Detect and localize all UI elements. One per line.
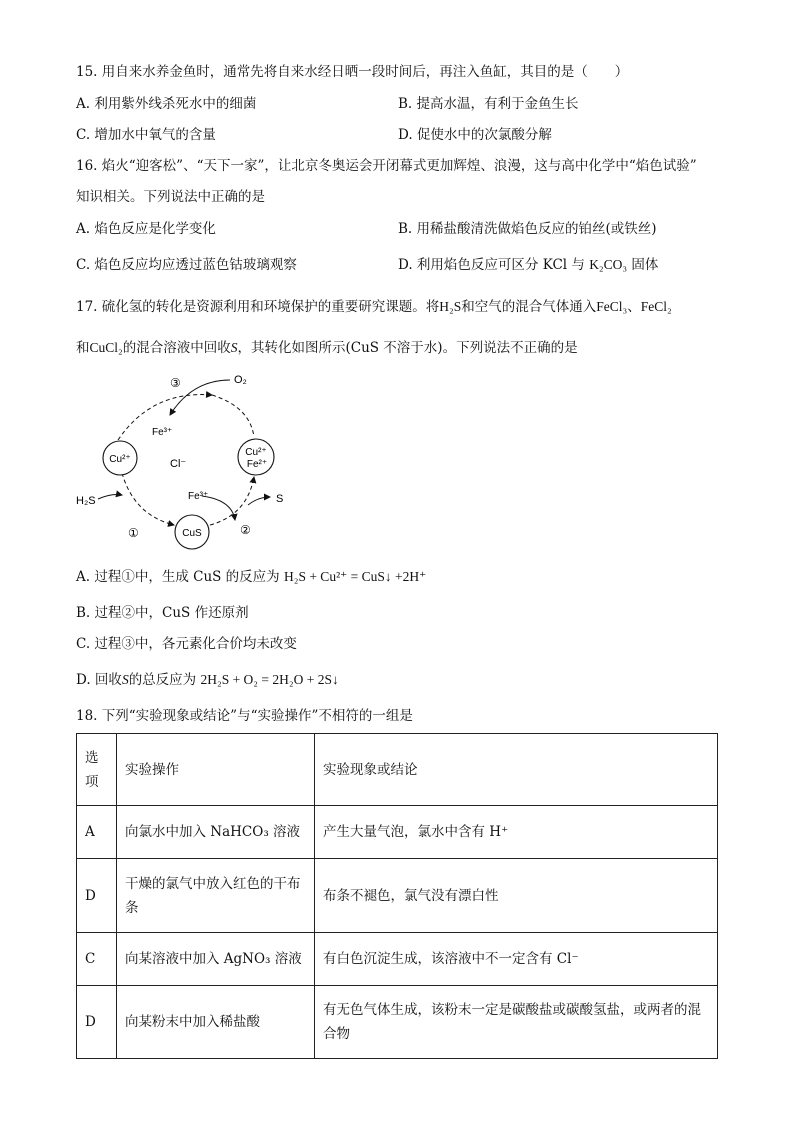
s-out-label: S <box>276 493 284 505</box>
table-header-row <box>77 734 718 806</box>
q17-option-a-equation: H₂S + Cu²⁺ = CuS↓ +2H⁺ <box>283 569 427 584</box>
q17-option-d-text: D. 回收 <box>76 672 122 688</box>
q18-table <box>76 733 718 1059</box>
q15-option-c[interactable]: C. 增加水中氧气的含量 <box>76 127 216 143</box>
table-row <box>77 859 718 933</box>
cucl2-formula: CuCl₂ <box>89 340 123 355</box>
q17-option-d[interactable] <box>76 670 339 690</box>
q17-stem-e: ，其转化如图所示(CuS 不溶于水)。下列说法不正确的是 <box>237 340 578 356</box>
q15-option-b[interactable]: B. 提高水温，有利于金鱼生长 <box>398 96 579 112</box>
k2co3-formula: K₂CO₃ <box>589 257 628 272</box>
row-result: 有无色气体生成，该粉末一定是碳酸盐或碳酸氢盐，或两者的混合物 <box>315 986 718 1059</box>
q17-option-d-var: S <box>121 672 129 687</box>
q17-option-d-mid: 的总反应为 <box>128 672 197 688</box>
h2s-in-arrow <box>98 495 122 500</box>
row-operation: 向某溶液中加入 AgNO₃ 溶液 <box>117 933 315 986</box>
q18-stem: 18. 下列“实验现象或结论”与“实验操作”不相符的一组是 <box>76 708 413 724</box>
q17-stem-line2 <box>76 338 578 358</box>
q16-option-d-tail: 固体 <box>631 257 659 273</box>
row-operation: 向氯水中加入 NaHCO₃ 溶液 <box>117 806 315 859</box>
q15-option-d[interactable]: D. 促使水中的次氯酸分解 <box>398 127 552 143</box>
h2s-formula: H₂S <box>439 299 462 314</box>
cl-label: Cl⁻ <box>170 458 187 470</box>
row-operation: 干燥的氯气中放入红色的干布条 <box>117 859 315 933</box>
table-row <box>77 986 718 1059</box>
q15-option-a[interactable]: A. 利用紫外线杀死水中的细菌 <box>76 96 257 112</box>
q17-stem-d: 的混合溶液中回收 <box>122 340 231 356</box>
q16-option-d-text: D. 利用焰色反应可区分 KCl 与 <box>398 257 585 273</box>
q15-stem: 15. 用自来水养金鱼时，通常先将自来水经日晒一段时间后，再注入鱼缸，其目的是（ ） <box>76 64 629 80</box>
q17-option-c[interactable]: C. 过程③中，各元素化合价均未改变 <box>76 636 297 652</box>
header-result: 实验现象或结论 <box>315 734 718 806</box>
s-out-arrow <box>248 497 270 505</box>
header-operation: 实验操作 <box>117 734 315 806</box>
row-result: 产生大量气泡，氯水中含有 H⁺ <box>315 806 718 859</box>
q17-option-a[interactable] <box>76 567 426 587</box>
fe3-mid-label: Fe³⁺ <box>188 491 209 502</box>
table-row <box>77 806 718 859</box>
row-option: C <box>77 933 117 986</box>
q16-stem-line2: 知识相关。下列说法中正确的是 <box>76 189 265 205</box>
q17-sep: 、 <box>627 299 641 315</box>
row-option: A <box>77 806 117 859</box>
q17-stem-b: 和空气的混合气体通入 <box>461 299 597 315</box>
table-row <box>77 933 718 986</box>
q17-stem-a: 17. 硫化氢的转化是资源利用和环境保护的重要研究课题。将 <box>76 299 440 315</box>
row-result: 布条不褪色，氯气没有漂白性 <box>315 859 718 933</box>
q17-option-d-equation: 2H₂S + O₂ = 2H₂O + 2S↓ <box>200 672 339 687</box>
fecl2-formula: FeCl₂ <box>640 299 672 314</box>
fe2-right-label: Fe²⁺ <box>246 459 268 470</box>
q16-option-a[interactable]: A. 焰色反应是化学变化 <box>76 221 216 237</box>
o2-label: O₂ <box>234 374 247 386</box>
cu2-right-label: Cu²⁺ <box>245 447 267 458</box>
step2-label: ② <box>240 523 251 537</box>
h2s-label: H₂S <box>76 495 96 507</box>
cycle-arc-left <box>122 473 174 525</box>
q17-option-a-text: A. 过程①中，生成 CuS 的反应为 <box>76 569 280 585</box>
row-result: 有白色沉淀生成，该溶液中不一定含有 Cl⁻ <box>315 933 718 986</box>
row-operation: 向某粉末中加入稀盐酸 <box>117 986 315 1059</box>
row-option: D <box>77 986 117 1059</box>
q17-stem-line1 <box>76 297 672 317</box>
s-variable: S <box>230 340 238 355</box>
q16-option-c[interactable]: C. 焰色反应均应透过蓝色钴玻璃观察 <box>76 257 297 273</box>
step3-label: ③ <box>170 376 181 390</box>
q17-option-b[interactable]: B. 过程②中，CuS 作还原剂 <box>76 605 249 621</box>
q16-option-b[interactable]: B. 用稀盐酸清洗做焰色反应的铂丝(或铁丝) <box>398 221 657 237</box>
cus-label: CuS <box>182 528 202 539</box>
q16-stem-line1: 16. 焰火“迎客松”、“天下一家”，让北京冬奥运会开闭幕式更加辉煌、浪漫，这与高中化学中“焰色试验” <box>76 158 697 174</box>
cycle-arc-top-right <box>212 395 254 437</box>
cycle-arc-right <box>210 477 254 525</box>
step1-label: ① <box>128 526 139 540</box>
q17-stem-c: 和 <box>76 340 90 356</box>
h2s-cycle-diagram <box>72 365 312 555</box>
fe3-top-label: Fe³⁺ <box>152 427 173 438</box>
cu2-left-label: Cu²⁺ <box>109 454 131 465</box>
q16-option-d[interactable] <box>398 255 658 275</box>
header-option: 选项 <box>77 734 117 806</box>
row-option: D <box>77 859 117 933</box>
fecl3-formula: FeCl₃ <box>596 299 628 314</box>
